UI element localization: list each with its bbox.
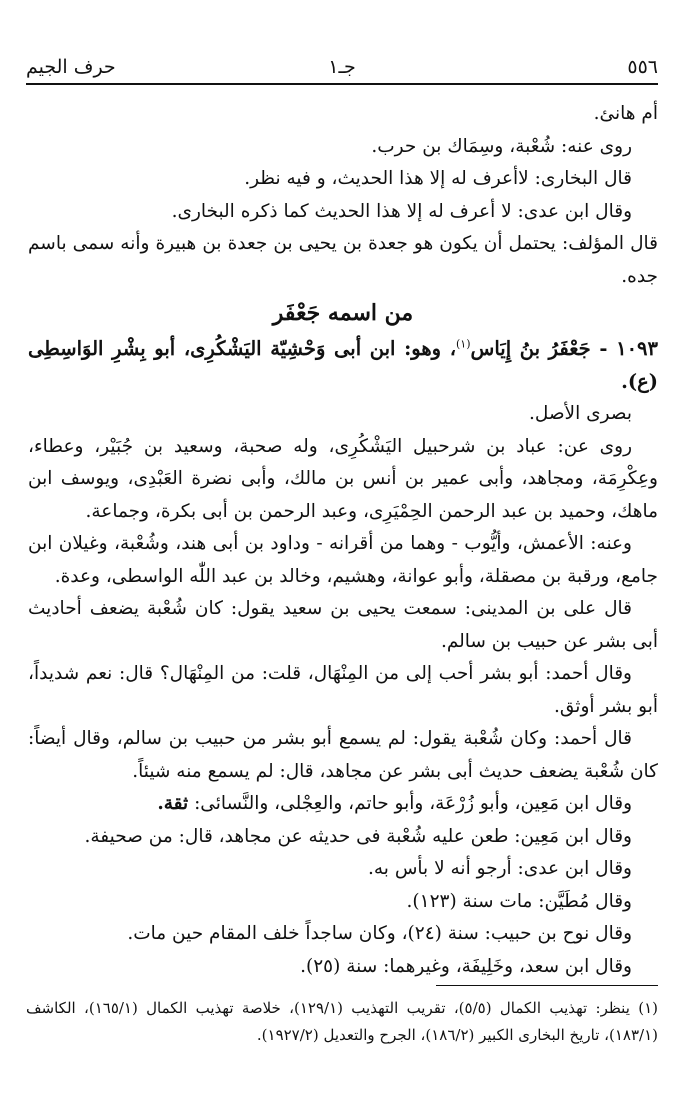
running-header <box>26 52 658 82</box>
text-paragraph: قال أحمد: وكان شُعْبة يقول: لم يسمع أبو بشر من حبيب بن سالم، وقال أيضاً: كان شُعْبة يضعف حديث أبى بشر عن مجاهد، قال: لم يسمع منه شيئاً. <box>28 728 658 782</box>
text-line: وقال ابن عدى: أرجو أنه لا بأس به. <box>368 858 632 879</box>
section-title: حرف الجيم <box>26 56 116 78</box>
text-line: وقال نوح بن حبيب: سنة (٢٤)، وكان ساجداً خلف المقام حين مات. <box>127 923 632 944</box>
text-line: وقال ابن مَعِين: طعن عليه شُعْبة فى حديثه عن مجاهد، قال: من صحيفة. <box>84 825 632 847</box>
text-line: روى عنه: شُعْبة، وسِمَاك بن حرب. <box>371 135 632 157</box>
entry-name: جَعْفَرُ بنُ إِيَاس <box>470 337 591 360</box>
entry-number: ١٠٩٣ - <box>590 337 659 360</box>
text-line: بصرى الأصل. <box>528 403 632 424</box>
text-paragraph: وعنه: الأعمش، وأيُّوب - وهما من أقرانه - وداود بن أبى هند، وشُعْبة، وغيلان ابن جامع، ورقبة بن مصقلة، وأبو عوانة، وهشيم، وخالد بن عبد اللّٰه الواسطى، وعدة. <box>28 533 658 587</box>
footnote <box>26 995 658 1049</box>
footnote-text: ينظر: تهذيب الكمال (٥/٥)، تقريب التهذيب (١٢٩/١)، خلاصة تهذيب الكمال (١٦٥/١)، الكاشف (١٨٣/١)، تاريخ البخارى الكبير (١٨٦/٢)، الجرح والتعديل (١٩٢٧/٢). <box>26 999 658 1044</box>
text-line: قال البخارى: لاأعرف له إلا هذا الحديث، و فيه نظر. <box>244 168 632 189</box>
text-line: وقال ابن سعد، وخَلِيفَة، وغيرهما: سنة (٢٥). <box>300 955 632 977</box>
text-line: أم هانئ. <box>593 103 658 124</box>
text-line <box>28 788 658 821</box>
text-line: وقال مُطَيَّن: مات سنة (١٢٣). <box>406 890 632 912</box>
page-number: ٥٥٦ <box>627 56 658 78</box>
biography-entry-title <box>28 333 658 398</box>
footnote-reference: (١) <box>456 337 471 351</box>
verdict: ثقة. <box>157 793 189 814</box>
critics-list: وقال ابن مَعِين، وأبو زُرْعَة، وأبو حاتم، والعِجْلى، والنَّسائى: <box>188 793 632 814</box>
text-paragraph: قال المؤلف: يحتمل أن يكون هو جعدة بن يحيى بن جعدة بن هبيرة وأنه سمى باسم جده. <box>28 233 658 287</box>
footnote-divider <box>436 985 658 986</box>
section-heading: من اسمه جَعْفَر <box>272 300 414 326</box>
text-paragraph: روى عن: عباد بن شرحبيل اليَشْكُرِى، وله صحبة، وسعيد بن جُبَيْر، وعطاء، وعِكْرِمَة، ومجاهد، وأبى عمير بن أنس بن مالك، وأبى نضرة العَبْدِى، ويوسف ابن ماهك، وحميد بن عبد الرحمن الحِمْيَرِى، وعبد الرحمن بن أبى بكرة، وجماعة. <box>28 435 658 522</box>
footnote-marker: (١) <box>638 999 658 1017</box>
entry-details: ، وهو: ابن أبى وَحْشِيّة اليَشْكُرِى، أبو بِشْرِ الوَاسِطِى (ع). <box>28 337 658 393</box>
text-line: وقال ابن عدى: لا أعرف له إلا هذا الحديث كما ذكره البخارى. <box>171 200 632 222</box>
main-text <box>28 98 658 983</box>
header-divider <box>26 83 658 85</box>
text-paragraph: وقال أحمد: أبو بشر أحب إلى من المِنْهَال، قلت: من المِنْهَال؟ قال: نعم شديداً، أبو بشر أوثق. <box>28 663 658 717</box>
text-paragraph: قال على بن المدينى: سمعت يحيى بن سعيد يقول: كان شُعْبة يضعف أحاديث أبى بشر عن حبيب بن سالم. <box>28 598 658 652</box>
volume-label: جـ١ <box>328 56 356 78</box>
